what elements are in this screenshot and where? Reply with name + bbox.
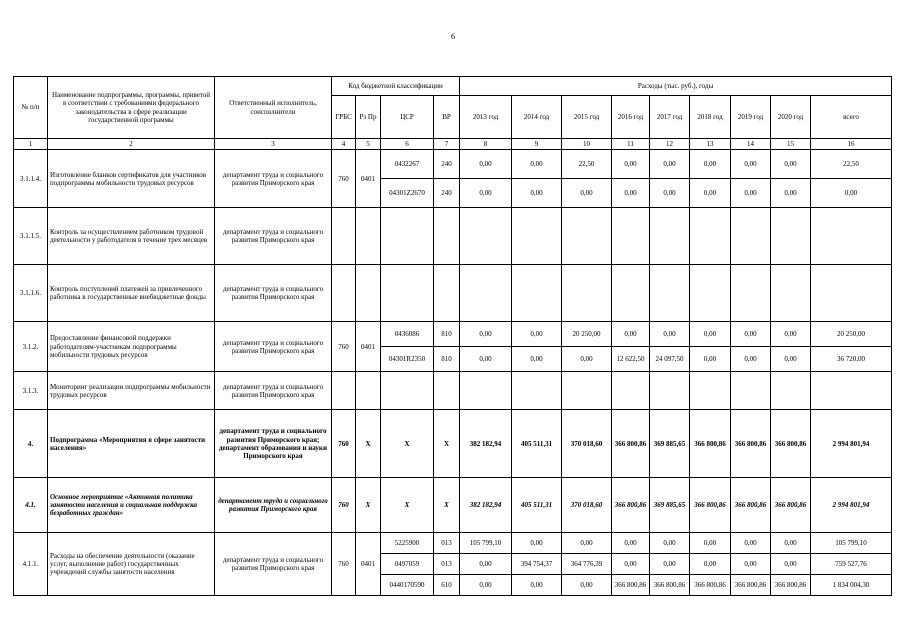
value-cell: 0,00 xyxy=(731,150,771,179)
row-executor: департамент труда и социального развития Приморского края xyxy=(215,533,332,596)
table-row xyxy=(14,372,892,410)
value-cell: 0,00 xyxy=(562,179,612,208)
value-cell: 366 800,86 xyxy=(731,575,771,596)
header-vr: ВР xyxy=(434,96,460,139)
value-cell: 0,00 xyxy=(650,533,690,554)
row-csr: 0432267 xyxy=(381,150,434,179)
value-cell: 0,00 xyxy=(460,179,512,208)
value-cell: 366 800,86 xyxy=(771,478,811,533)
total-cell: 22,50 xyxy=(811,150,892,179)
row-rzpr: 0401 xyxy=(356,533,381,596)
column-number: 1 xyxy=(14,139,48,150)
header-csr: ЦСР xyxy=(381,96,434,139)
row-csr: 04301Z2670 xyxy=(381,179,434,208)
value-cell: 366 800,86 xyxy=(612,575,650,596)
value-cell: 366 800,86 xyxy=(771,410,811,478)
value-cell: 24 097,50 xyxy=(650,347,690,372)
row-num: 3.1.2. xyxy=(14,322,48,372)
row-rzpr: X xyxy=(356,478,381,533)
value-cell: 366 800,86 xyxy=(690,410,731,478)
row-rzpr: X xyxy=(356,410,381,478)
row-num: 4.1. xyxy=(14,478,48,533)
value-cell: 0,00 xyxy=(690,179,731,208)
value-cell: 0,00 xyxy=(771,322,811,347)
header-year: 2020 год xyxy=(771,96,811,139)
value-cell: 0,00 xyxy=(612,179,650,208)
header-budget-classification: Код бюджетной классификации xyxy=(332,77,460,96)
value-cell: 0,00 xyxy=(612,533,650,554)
column-number: 12 xyxy=(650,139,690,150)
row-num: 3.1.1.4. xyxy=(14,150,48,208)
column-number: 15 xyxy=(771,139,811,150)
value-cell: 22,50 xyxy=(562,150,612,179)
value-cell: 0,00 xyxy=(562,533,612,554)
row-csr: X xyxy=(381,410,434,478)
row-rzpr: 0401 xyxy=(356,322,381,372)
value-cell: 0,00 xyxy=(460,347,512,372)
value-cell: 0,00 xyxy=(731,533,771,554)
value-cell: 0,00 xyxy=(771,554,811,575)
value-cell: 0,00 xyxy=(771,150,811,179)
total-cell: 36 720,00 xyxy=(811,347,892,372)
value-cell: 0,00 xyxy=(731,179,771,208)
value-cell: 370 018,60 xyxy=(562,478,612,533)
value-cell: 12 622,50 xyxy=(612,347,650,372)
row-vr: 810 xyxy=(434,322,460,347)
value-cell: 366 800,86 xyxy=(731,410,771,478)
value-cell: 366 800,86 xyxy=(690,575,731,596)
row-vr: 610 xyxy=(434,575,460,596)
value-cell: 366 800,86 xyxy=(731,478,771,533)
table-row xyxy=(14,265,892,322)
value-cell: 370 018,60 xyxy=(562,410,612,478)
value-cell: 394 754,37 xyxy=(512,554,562,575)
row-vr: 013 xyxy=(434,554,460,575)
row-csr: 0436086 xyxy=(381,322,434,347)
column-number: 14 xyxy=(731,139,771,150)
value-cell: 369 885,65 xyxy=(650,478,690,533)
row-grbs: 760 xyxy=(332,410,356,478)
value-cell: 366 800,86 xyxy=(690,478,731,533)
value-cell: 0,00 xyxy=(562,575,612,596)
value-cell: 0,00 xyxy=(512,179,562,208)
row-vr: 240 xyxy=(434,150,460,179)
row-vr: 013 xyxy=(434,533,460,554)
value-cell: 382 182,94 xyxy=(460,410,512,478)
row-csr: 0440170590 xyxy=(381,575,434,596)
value-cell: 0,00 xyxy=(650,179,690,208)
value-cell: 0,00 xyxy=(460,554,512,575)
column-number: 3 xyxy=(215,139,332,150)
value-cell: 0,00 xyxy=(512,575,562,596)
value-cell: 0,00 xyxy=(650,150,690,179)
row-rzpr: 0401 xyxy=(356,150,381,208)
header-year: 2017 год xyxy=(650,96,690,139)
header-num: № п/п xyxy=(14,77,48,139)
value-cell: 0,00 xyxy=(731,554,771,575)
row-grbs: 760 xyxy=(332,478,356,533)
row-vr: 240 xyxy=(434,179,460,208)
value-cell: 0,00 xyxy=(771,179,811,208)
row-executor: департамент труда и социального развития Приморского края xyxy=(215,322,332,372)
row-csr: 04301R2350 xyxy=(381,347,434,372)
value-cell: 0,00 xyxy=(512,533,562,554)
column-number: 5 xyxy=(356,139,381,150)
table-row xyxy=(14,150,892,179)
header-expenses: Расходы (тыс. руб.), годы xyxy=(460,77,892,96)
table-row xyxy=(14,533,892,554)
table-row xyxy=(14,478,892,533)
column-number: 13 xyxy=(690,139,731,150)
column-number: 2 xyxy=(48,139,215,150)
table-row xyxy=(14,410,892,478)
value-cell: 0,00 xyxy=(690,150,731,179)
value-cell: 0,00 xyxy=(650,554,690,575)
row-name: Основное мероприятие «Активная политика занятости населения и социальная поддержка безработных граждан» xyxy=(48,478,215,533)
value-cell: 0,00 xyxy=(512,150,562,179)
row-vr: 810 xyxy=(434,347,460,372)
column-number: 8 xyxy=(460,139,512,150)
row-name: Контроль за осуществлением работником трудовой деятельности у работодателя в течение трех месяцев xyxy=(48,208,215,265)
value-cell: 0,00 xyxy=(771,533,811,554)
value-cell: 382 182,94 xyxy=(460,478,512,533)
value-cell: 366 800,86 xyxy=(612,478,650,533)
row-name: Изготовление бланков сертификатов для участников подпрограммы мобильности трудовых ресурсов xyxy=(48,150,215,208)
value-cell: 0,00 xyxy=(612,554,650,575)
column-number: 16 xyxy=(811,139,892,150)
table-row xyxy=(14,322,892,347)
value-cell: 369 885,65 xyxy=(650,410,690,478)
value-cell: 0,00 xyxy=(650,322,690,347)
row-csr: 5225900 xyxy=(381,533,434,554)
total-cell: 20 250,00 xyxy=(811,322,892,347)
value-cell: 0,00 xyxy=(690,533,731,554)
row-num: 4. xyxy=(14,410,48,478)
row-executor: департамент труда и социального развития Приморского края xyxy=(215,372,332,410)
value-cell: 0,00 xyxy=(771,347,811,372)
value-cell: 0,00 xyxy=(612,150,650,179)
row-executor: департамент труда и социального развития Приморского края xyxy=(215,150,332,208)
row-grbs: 760 xyxy=(332,150,356,208)
value-cell: 0,00 xyxy=(562,347,612,372)
row-name: Подпрограмма «Мероприятия в сфере занятости населения» xyxy=(48,410,215,478)
value-cell: 0,00 xyxy=(690,322,731,347)
value-cell: 405 511,31 xyxy=(512,478,562,533)
column-number: 11 xyxy=(612,139,650,150)
header-total: всего xyxy=(811,96,892,139)
total-cell: 0,00 xyxy=(811,179,892,208)
value-cell: 0,00 xyxy=(690,554,731,575)
value-cell: 0,00 xyxy=(460,322,512,347)
total-cell: 2 994 801,94 xyxy=(811,410,892,478)
header-name: Наименование подпрограммы, программы, приветой в соответствии с требованиями федерального законодательства в сфере реализации государственной программы xyxy=(48,77,215,139)
total-cell: 105 799,10 xyxy=(811,533,892,554)
header-year: 2013 год xyxy=(460,96,512,139)
row-vr: X xyxy=(434,478,460,533)
value-cell: 0,00 xyxy=(512,322,562,347)
row-name: Предоставление финансовой поддержки работодателям-участникам подпрограммы мобильности трудовых ресурсов xyxy=(48,322,215,372)
value-cell: 0,00 xyxy=(731,322,771,347)
header-year: 2018 год xyxy=(690,96,731,139)
header-grbs: ГРБС xyxy=(332,96,356,139)
budget-table xyxy=(13,76,892,596)
header-year: 2015 год xyxy=(562,96,612,139)
total-cell: 759 527,76 xyxy=(811,554,892,575)
value-cell: 366 800,86 xyxy=(612,410,650,478)
total-cell: 2 994 801,94 xyxy=(811,478,892,533)
row-grbs: 760 xyxy=(332,533,356,596)
row-num: 3.1.1.5. xyxy=(14,208,48,265)
header-year: 2019 год xyxy=(731,96,771,139)
row-num: 3.1.3. xyxy=(14,372,48,410)
row-num: 4.1.1. xyxy=(14,533,48,596)
column-number: 6 xyxy=(381,139,434,150)
row-csr: X xyxy=(381,478,434,533)
value-cell: 0,00 xyxy=(612,322,650,347)
column-number: 10 xyxy=(562,139,612,150)
value-cell: 405 511,31 xyxy=(512,410,562,478)
value-cell: 105 799,10 xyxy=(460,533,512,554)
row-executor: департамент труда и социального развития Приморского края xyxy=(215,265,332,322)
row-grbs: 760 xyxy=(332,322,356,372)
header-year: 2016 год xyxy=(612,96,650,139)
table-row xyxy=(14,208,892,265)
column-number: 4 xyxy=(332,139,356,150)
value-cell: 0,00 xyxy=(731,347,771,372)
total-cell: 1 834 004,30 xyxy=(811,575,892,596)
row-name: Расходы на обеспечение деятельности (оказание услуг, выполнение работ) государственных учреждений службы занятости населения xyxy=(48,533,215,596)
row-num: 3.1.1.6. xyxy=(14,265,48,322)
page-number: 6 xyxy=(451,32,455,41)
header-executor: Ответственный исполнитель, соисполнители xyxy=(215,77,332,139)
row-vr: X xyxy=(434,410,460,478)
header-rzpr: Рз Пр xyxy=(356,96,381,139)
value-cell: 366 800,86 xyxy=(650,575,690,596)
column-number: 9 xyxy=(512,139,562,150)
value-cell: 20 250,00 xyxy=(562,322,612,347)
value-cell: 366 800,86 xyxy=(771,575,811,596)
value-cell: 0,00 xyxy=(460,150,512,179)
row-executor: департамент труда и социального развития Приморского края xyxy=(215,208,332,265)
column-number: 7 xyxy=(434,139,460,150)
value-cell: 0,00 xyxy=(690,347,731,372)
value-cell: 364 776,39 xyxy=(562,554,612,575)
row-name: Контроль поступлений платежей за привлеченного работника в государственные внебюджетные фонды xyxy=(48,265,215,322)
header-year: 2014 год xyxy=(512,96,562,139)
row-executor: департамент труда и социального развития Приморского края xyxy=(215,478,332,533)
row-csr: 0497059 xyxy=(381,554,434,575)
row-name: Мониторинг реализации подпрограммы мобильности трудовых ресурсов xyxy=(48,372,215,410)
value-cell: 0,00 xyxy=(512,347,562,372)
value-cell: 0,00 xyxy=(460,575,512,596)
row-executor: департамент труда и социального развития Приморского края; департамент образования и науки Приморского края xyxy=(215,410,332,478)
